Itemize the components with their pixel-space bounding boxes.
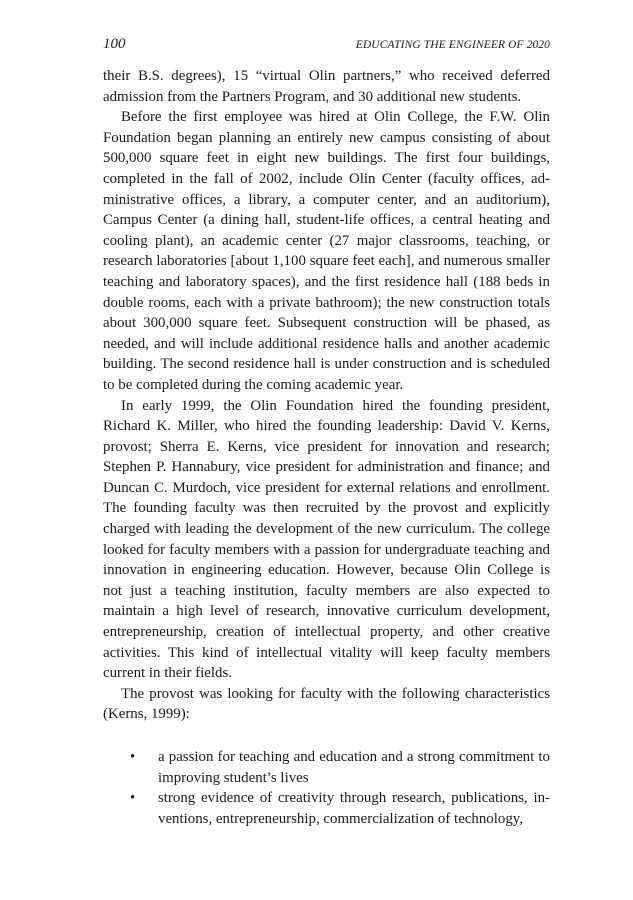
page-number: 100 — [103, 36, 126, 52]
characteristics-list — [103, 747, 550, 829]
list-item — [103, 747, 550, 788]
book-page — [103, 36, 550, 829]
paragraph-leadership: In early 1999, the Olin Foundation hired the founding president, Richard K. Miller, who hired the founding leadership: David V. Kerns, provost; Sherra E. Kerns, vice president for innovation and research; Stephen P. Hannabury, vice president for administration and finance; and Duncan C. Murdoch, vice president for external relations and enrollment. The founding faculty was then recruited by the provost and explicitly charged with leading the development of the new curriculum. The college looked for faculty members with a passion for undergraduate teaching and innovation in engineering education. However, because Olin College is not just a teaching institution, faculty members are also expected to maintain a high level of research, innovative curriculum development, entrepreneurship, creation of intellectual property, and other creative activities. This kind of intellectual vitality will keep faculty members current in their fields. — [103, 397, 550, 682]
list-item-text: a passion for teaching and education and a strong commitment to improving student’s lives — [158, 749, 550, 786]
list-item — [103, 788, 550, 829]
bullet-icon: • — [130, 790, 136, 807]
running-title: EDUCATING THE ENGINEER OF 2020 — [355, 39, 550, 51]
bullet-icon: • — [130, 749, 136, 765]
running-header — [103, 36, 550, 60]
paragraph-continuation: their B.S. degrees), 15 “virtual Olin partners,” who received deferred admission from the Partners Program, and 30 additional new students. — [103, 68, 550, 105]
list-item-text: strong evidence of creativity through research, publications, inventions, entrepreneurship, commercialization of technology, — [158, 790, 550, 827]
paragraph-campus: Before the first employee was hired at Olin College, the F.W. Olin Foundation began planning an entirely new campus consisting of about 500,000 square feet in eight new buildings. The first four buildings, completed in the fall of 2002, include Olin Center (faculty offices, administrative offices, a library, a computer center, and an auditorium), Campus Center (a dining hall, student-life offices, a central heating and cooling plant), an academic center (27 major classrooms, teaching, or research laboratories [about 1,100 square feet each], and numerous smaller teaching and laboratory spaces), and the first residence hall (188 beds in double rooms, each with a private bathroom); the new construction totals about 300,000 square feet. Subsequent construction will be phased, as needed, and will include additional residence halls and another academic building. The second residence hall is under construction and is scheduled to be completed during the coming academic year. — [103, 109, 550, 393]
body-text — [103, 66, 550, 725]
paragraph-characteristics-intro: The provost was looking for faculty with the following characteristics (Kerns, 1999): — [103, 685, 550, 723]
